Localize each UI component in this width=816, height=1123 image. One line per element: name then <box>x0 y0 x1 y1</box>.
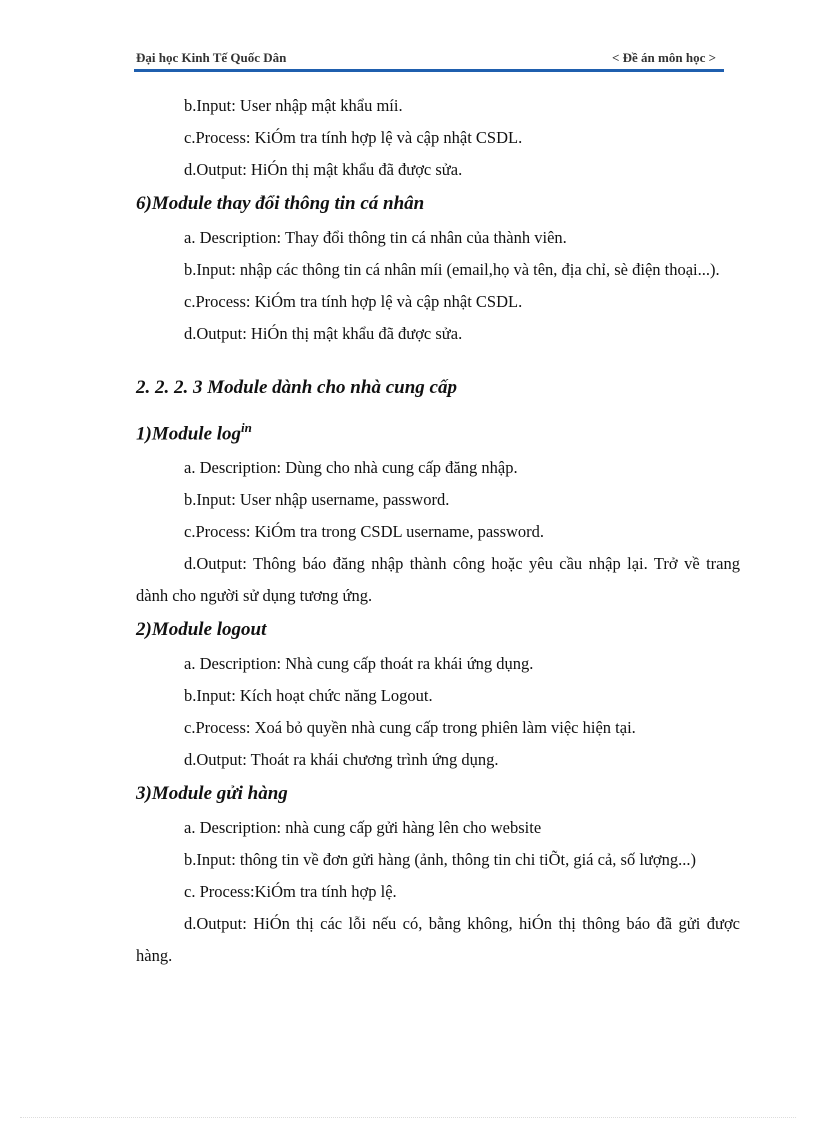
document-body <box>136 90 740 972</box>
heading-module-send-goods: 3)Module gửi hàng <box>136 783 288 805</box>
paragraph: c. Process:KiÓm tra tính hợp lệ. <box>184 882 397 902</box>
paragraph: b.Input: thông tin về đơn gửi hàng (ảnh, thông tin chi tiÕt, giá cả, số lượng...) <box>184 850 696 870</box>
paragraph: a. Description: nhà cung cấp gửi hàng lên cho website <box>184 818 542 838</box>
paragraph: b.Input: User nhập username, password. <box>184 490 450 510</box>
footer-rule <box>20 1117 796 1118</box>
heading-module-login: 1)Module $\log^{in}$ <box>136 420 252 445</box>
paragraph: a. Description: Nhà cung cấp thoát ra khái ứng dụng. <box>184 654 534 674</box>
page-header <box>136 48 722 70</box>
header-school: Đại học Kinh Tế Quốc Dân <box>136 50 287 65</box>
paragraph: d.Output: HiÓn thị mật khẩu đã được sửa. <box>184 324 463 343</box>
paragraph: c.Process: KiÓm tra trong CSDL username, password. <box>184 522 545 542</box>
paragraph: c.Process: KiÓm tra tính hợp lệ và cập nhật CSDL. <box>184 292 523 311</box>
header-title: < Đề án môn học > <box>611 50 716 65</box>
paragraph: d.Output: HiÓn thị các lỗi nếu có, bằng không, hiÓn thị thông báo đã gửi được hàng. <box>136 914 740 966</box>
paragraph: c.Process: KiÓm tra tính hợp lệ và cập nhật CSDL. <box>184 128 523 147</box>
paragraph: d.Output: Thông báo đăng nhập thành công hoặc yêu cầu nhập lại. Trở về trang dành cho người sử dụng tương ứng. <box>136 554 740 606</box>
paragraph: b.Input: nhập các thông tin cá nhân míi (email,họ và tên, địa chỉ, sè điện thoại...). <box>184 260 720 279</box>
heading-module-logout: 2)Module logout <box>136 619 267 641</box>
paragraph: d.Output: HiÓn thị mật khẩu đã được sửa. <box>184 160 463 179</box>
header-rule <box>134 69 724 72</box>
paragraph: b.Input: Kích hoạt chức năng Logout. <box>184 686 433 706</box>
paragraph: d.Output: Thoát ra khái chương trình ứng dụng. <box>184 750 499 770</box>
section-heading: 2. 2. 2. 3 Module dành cho nhà cung cấp <box>136 377 457 398</box>
paragraph: a. Description: Thay đổi thông tin cá nhân của thành viên. <box>184 228 567 247</box>
paragraph: c.Process: Xoá bỏ quyền nhà cung cấp trong phiên làm việc hiện tại. <box>184 718 636 738</box>
heading-module-6: 6)Module thay đổi thông tin cá nhân <box>136 193 425 214</box>
paragraph: b.Input: User nhập mật khẩu míi. <box>184 96 403 115</box>
paragraph: a. Description: Dùng cho nhà cung cấp đăng nhập. <box>184 458 518 478</box>
